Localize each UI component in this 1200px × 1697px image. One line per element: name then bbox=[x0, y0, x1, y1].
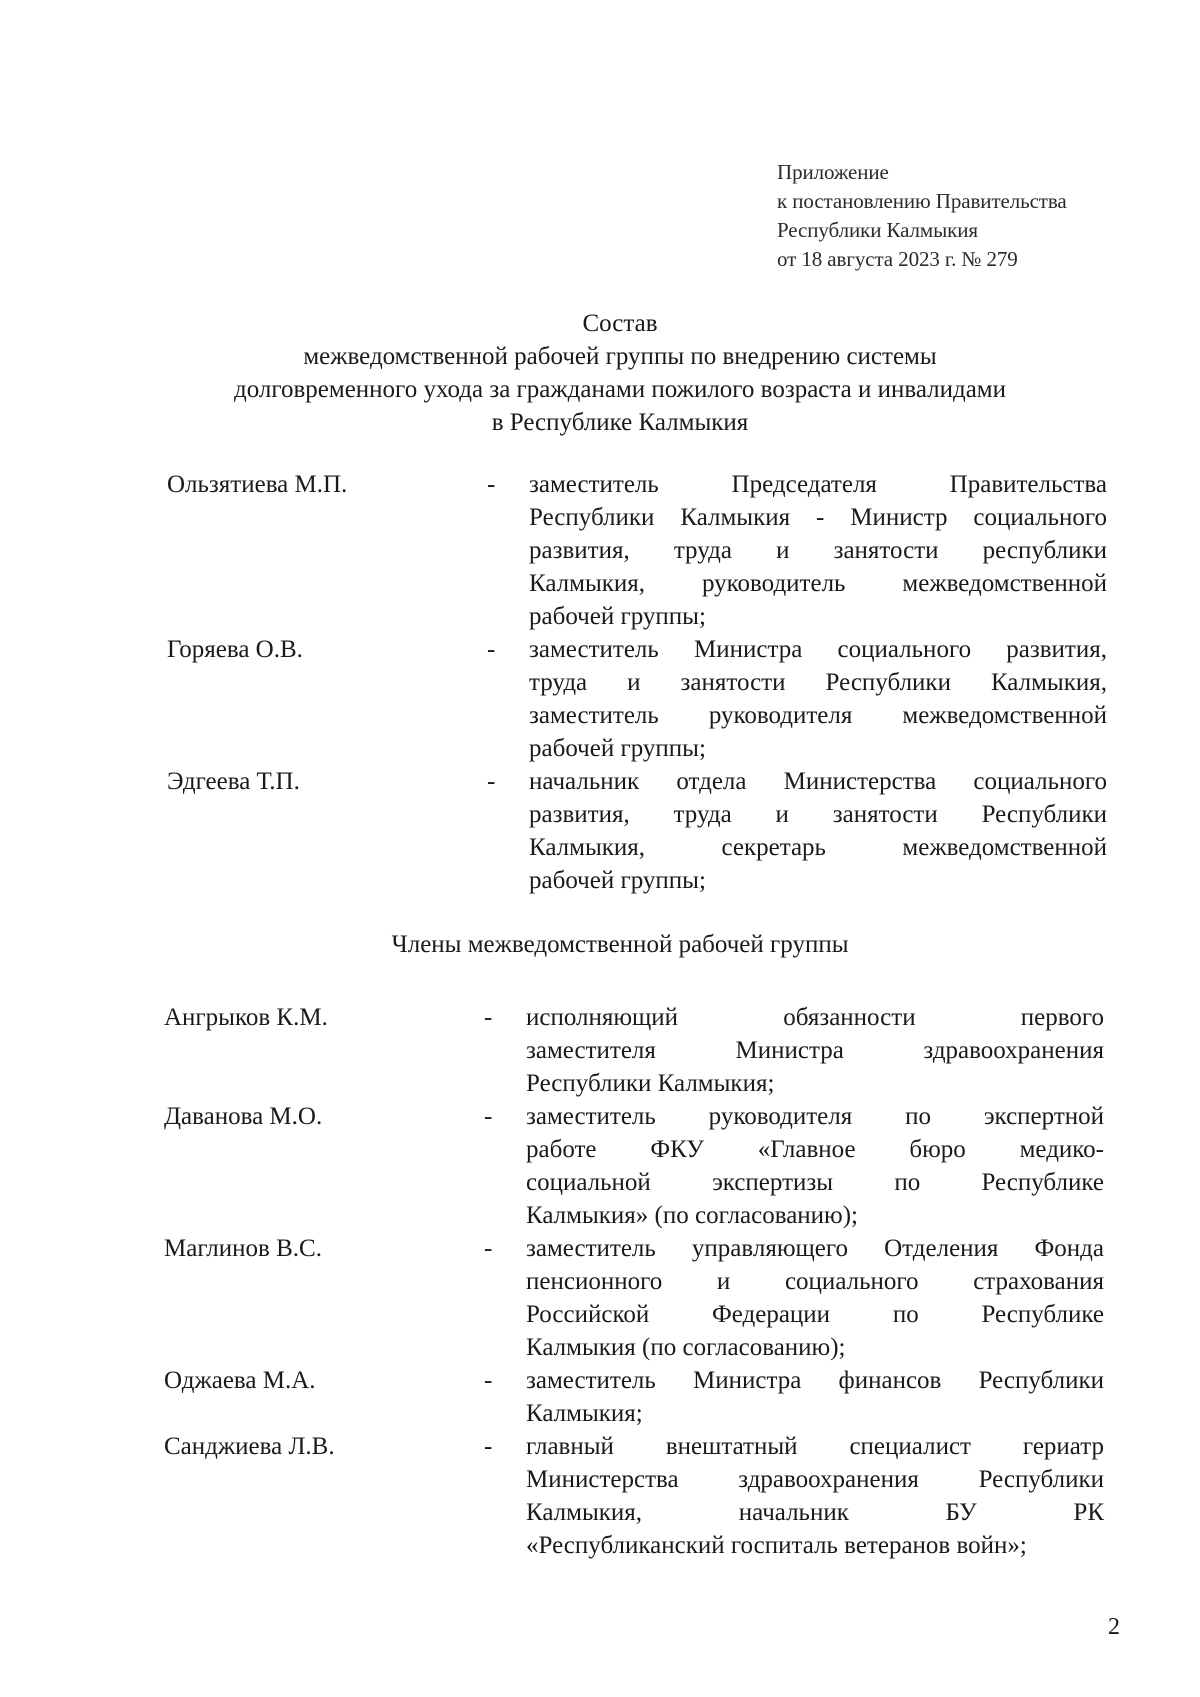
position-line: развития, труда и занятости республики bbox=[529, 537, 1107, 564]
position-line: заместитель руководителя по экспертной bbox=[526, 1103, 1104, 1130]
list-item bbox=[167, 633, 1112, 765]
list-item bbox=[164, 1232, 1109, 1364]
position-line: Калмыкия (по согласованию); bbox=[526, 1334, 846, 1361]
separator-dash: - bbox=[484, 1433, 493, 1460]
member-name: Горяева О.В. bbox=[167, 636, 303, 663]
position-line: заместитель руководителя межведомственной bbox=[529, 702, 1107, 729]
position-line: Министерства здравоохранения Республики bbox=[526, 1466, 1104, 1493]
position-line: заместитель Министра социального развития, bbox=[529, 636, 1107, 663]
document-title bbox=[180, 307, 1060, 439]
member-name: Ангрыков К.М. bbox=[164, 1004, 328, 1031]
member-position bbox=[526, 1100, 1104, 1232]
members-heading: Члены межведомственной рабочей группы bbox=[391, 931, 849, 958]
list-item bbox=[164, 1100, 1109, 1232]
appendix-line: от 18 августа 2023 г. № 279 bbox=[777, 247, 1018, 271]
position-line: главный внештатный специалист гериатр bbox=[526, 1433, 1104, 1460]
leadership-list bbox=[167, 468, 1112, 897]
position-line: начальник отдела Министерства социального bbox=[529, 768, 1107, 795]
appendix-line: к постановлению Правительства bbox=[777, 189, 1067, 213]
member-name: Ользятиева М.П. bbox=[167, 471, 348, 498]
position-line: рабочей группы; bbox=[529, 867, 706, 894]
position-line: рабочей группы; bbox=[529, 735, 706, 762]
member-name: Даванова М.О. bbox=[164, 1103, 323, 1130]
position-line: «Республиканский госпиталь ветеранов войн»; bbox=[526, 1532, 1027, 1559]
members-list bbox=[164, 1001, 1109, 1562]
member-name: Оджаева М.А. bbox=[164, 1367, 316, 1394]
title-line: долговременного ухода за гражданами пожилого возраста и инвалидами bbox=[233, 376, 1007, 403]
member-position bbox=[529, 633, 1107, 765]
position-line: Калмыкия» (по согласованию); bbox=[526, 1202, 859, 1229]
list-item bbox=[167, 468, 1112, 633]
separator-dash: - bbox=[487, 636, 496, 663]
position-line: Республики Калмыкия; bbox=[526, 1070, 775, 1097]
appendix-note bbox=[777, 158, 1067, 274]
list-item bbox=[167, 765, 1112, 897]
position-line: Калмыкия, начальник БУ РК bbox=[526, 1499, 1104, 1526]
position-line: Калмыкия, секретарь межведомственной bbox=[529, 834, 1107, 861]
appendix-line: Республики Калмыкия bbox=[777, 218, 978, 242]
position-line: заместитель управляющего Отделения Фонда bbox=[526, 1235, 1104, 1262]
position-line: заместитель Министра финансов Республики bbox=[526, 1367, 1104, 1394]
list-item bbox=[164, 1364, 1109, 1430]
separator-dash: - bbox=[484, 1004, 493, 1031]
member-position bbox=[526, 1430, 1104, 1562]
position-line: работе ФКУ «Главное бюро медико- bbox=[526, 1136, 1104, 1163]
member-position bbox=[529, 468, 1107, 633]
member-name: Эдгеева Т.П. bbox=[167, 768, 300, 795]
list-item bbox=[164, 1001, 1109, 1100]
member-position bbox=[526, 1232, 1104, 1364]
list-item bbox=[164, 1430, 1109, 1562]
title-line: межведомственной рабочей группы по внедрению системы bbox=[303, 343, 937, 370]
page-number: 2 bbox=[1108, 1614, 1120, 1640]
separator-dash: - bbox=[487, 471, 496, 498]
separator-dash: - bbox=[484, 1235, 493, 1262]
position-line: Республики Калмыкия - Министр социального bbox=[529, 504, 1107, 531]
position-line: развития, труда и занятости Республики bbox=[529, 801, 1107, 828]
position-line: заместителя Министра здравоохранения bbox=[526, 1037, 1104, 1064]
separator-dash: - bbox=[484, 1103, 493, 1130]
position-line: Калмыкия; bbox=[526, 1400, 643, 1427]
position-line: труда и занятости Республики Калмыкия, bbox=[529, 669, 1107, 696]
position-line: заместитель Председателя Правительства bbox=[529, 471, 1107, 498]
position-line: Калмыкия, руководитель межведомственной bbox=[529, 570, 1107, 597]
appendix-line: Приложение bbox=[777, 160, 889, 184]
member-name: Маглинов В.С. bbox=[164, 1235, 322, 1262]
position-line: пенсионного и социального страхования bbox=[526, 1268, 1104, 1295]
member-name: Санджиева Л.В. bbox=[164, 1433, 335, 1460]
member-position bbox=[529, 765, 1107, 897]
title-line: Состав bbox=[582, 310, 658, 337]
position-line: исполняющий обязанности первого bbox=[526, 1004, 1104, 1031]
position-line: рабочей группы; bbox=[529, 603, 706, 630]
member-position bbox=[526, 1364, 1104, 1430]
separator-dash: - bbox=[484, 1367, 493, 1394]
position-line: социальной экспертизы по Республике bbox=[526, 1169, 1104, 1196]
position-line: Российской Федерации по Республике bbox=[526, 1301, 1104, 1328]
separator-dash: - bbox=[487, 768, 496, 795]
title-line: в Республике Калмыкия bbox=[491, 409, 749, 436]
member-position bbox=[526, 1001, 1104, 1100]
